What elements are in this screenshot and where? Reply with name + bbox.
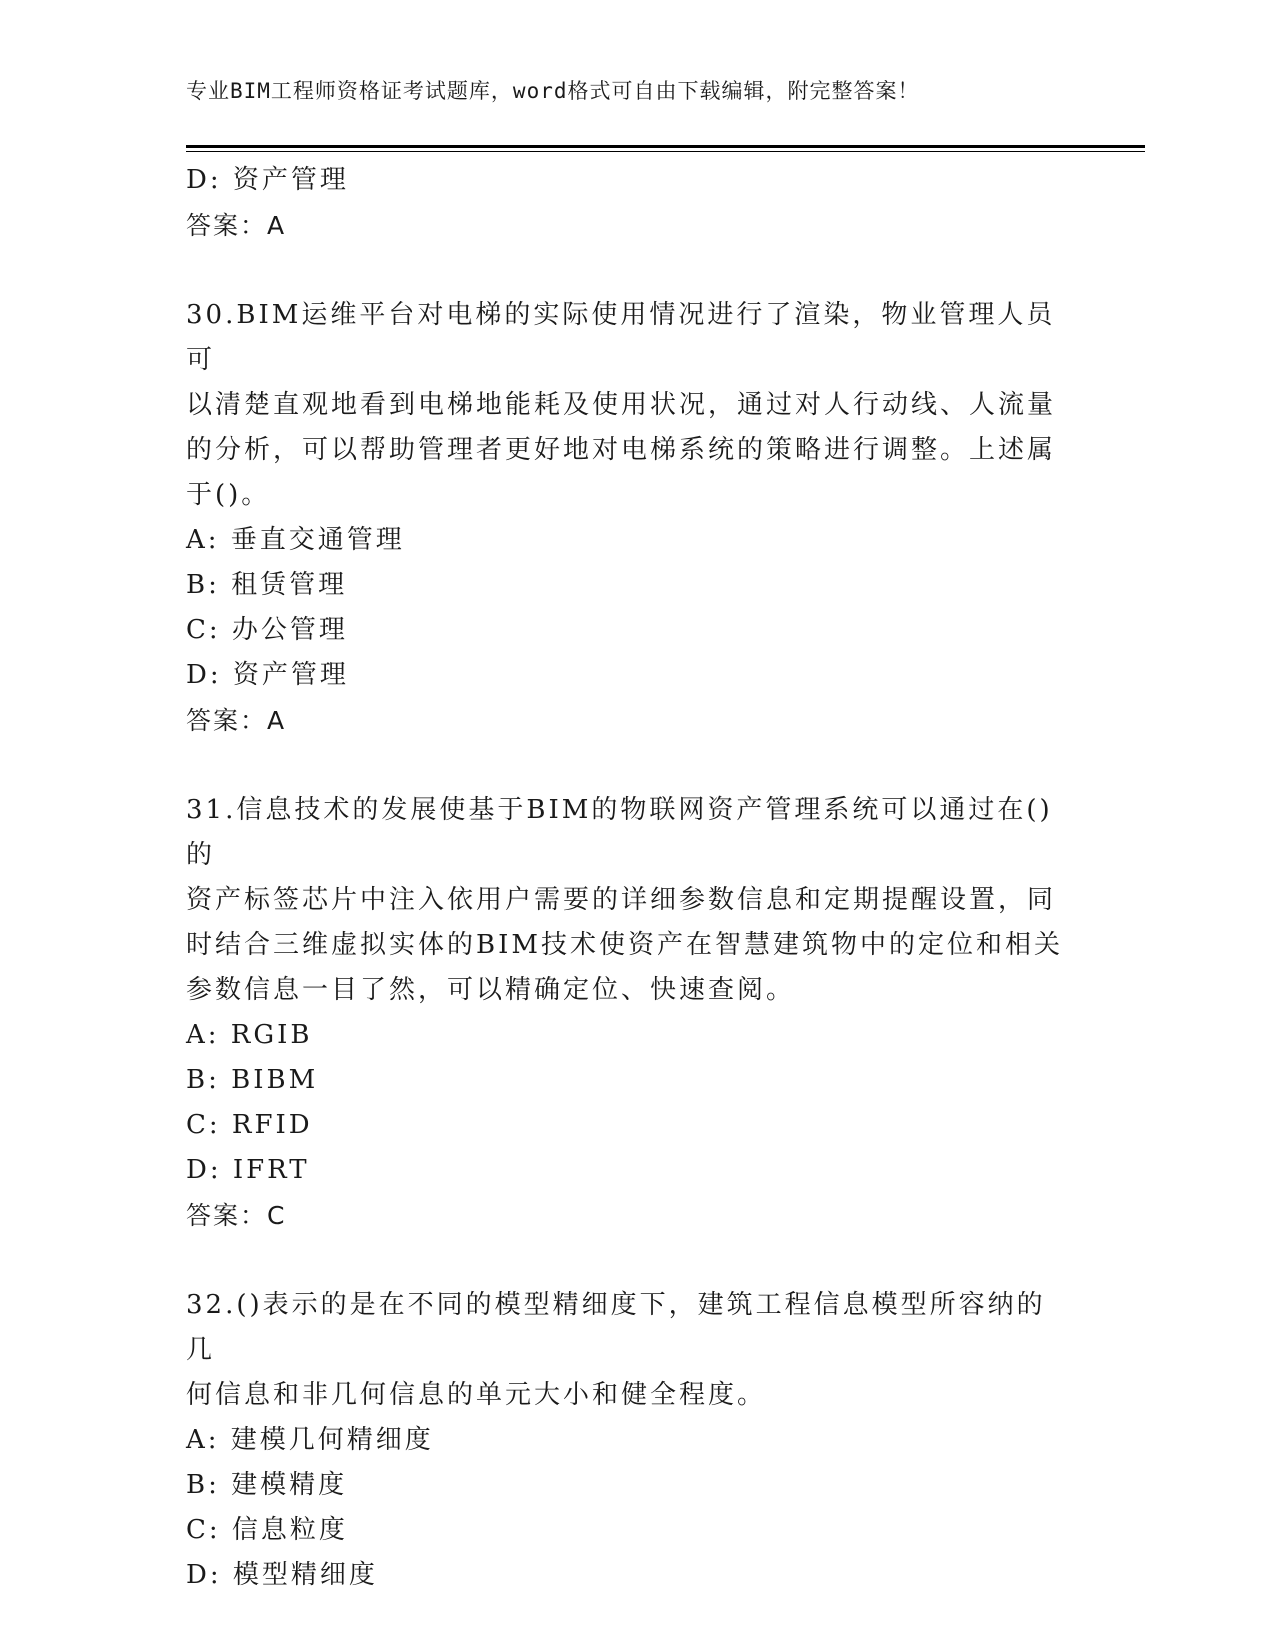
option-c: C: 办公管理 [186, 615, 348, 645]
question-stem-line: 何信息和非几何信息的单元大小和健全程度。 [186, 1380, 767, 1410]
spacer [186, 743, 1066, 788]
option-b: B: 租赁管理 [186, 570, 348, 600]
question-30 [186, 293, 1066, 743]
question-32 [186, 1283, 1066, 1598]
question-stem-line: 30.BIM运维平台对电梯的实际使用情况进行了渲染，物业管理人员可 [186, 300, 1056, 375]
option-a: A: 垂直交通管理 [186, 525, 405, 555]
page-header: 专业BIM工程师资格证考试题库，word格式可自由下载编辑，附完整答案！ [186, 79, 920, 103]
question-stem-line: 资产标签芯片中注入依用户需要的详细参数信息和定期提醒设置，同 [186, 885, 1057, 915]
question-stem-line: 32.()表示的是在不同的模型精细度下，建筑工程信息模型所容纳的几 [186, 1290, 1046, 1365]
answer: 答案：C [186, 1201, 287, 1230]
prev-answer: 答案：A [186, 211, 287, 240]
spacer [186, 248, 1066, 293]
question-stem-line: 参数信息一目了然，可以精确定位、快速查阅。 [186, 975, 796, 1005]
option-d: D: 模型精细度 [186, 1560, 378, 1590]
option-a: A: 建模几何精细度 [186, 1425, 434, 1455]
question-stem-line: 以清楚直观地看到电梯地能耗及使用状况，通过对人行动线、人流量 [186, 390, 1057, 420]
question-content [186, 158, 1066, 1598]
header-divider-thick [186, 145, 1145, 148]
question-stem-line: 于()。 [186, 480, 271, 510]
option-b: B: BIBM [186, 1065, 319, 1095]
header-divider-thin [186, 151, 1145, 152]
option-c: C: RFID [186, 1110, 313, 1140]
spacer [186, 1238, 1066, 1283]
option-d: D: IFRT [186, 1155, 310, 1185]
option-c: C: 信息粒度 [186, 1515, 348, 1545]
question-31 [186, 788, 1066, 1238]
answer: 答案：A [186, 706, 287, 735]
option-b: B: 建模精度 [186, 1470, 348, 1500]
question-stem-line: 31.信息技术的发展使基于BIM的物联网资产管理系统可以通过在()的 [186, 795, 1053, 870]
option-d: D: 资产管理 [186, 660, 349, 690]
question-stem-line: 时结合三维虚拟实体的BIM技术使资产在智慧建筑物中的定位和相关 [186, 930, 1063, 960]
question-stem-line: 的分析，可以帮助管理者更好地对电梯系统的策略进行调整。上述属 [186, 435, 1057, 465]
prev-option-d: D: 资产管理 [186, 165, 349, 195]
option-a: A: RGIB [186, 1020, 313, 1050]
